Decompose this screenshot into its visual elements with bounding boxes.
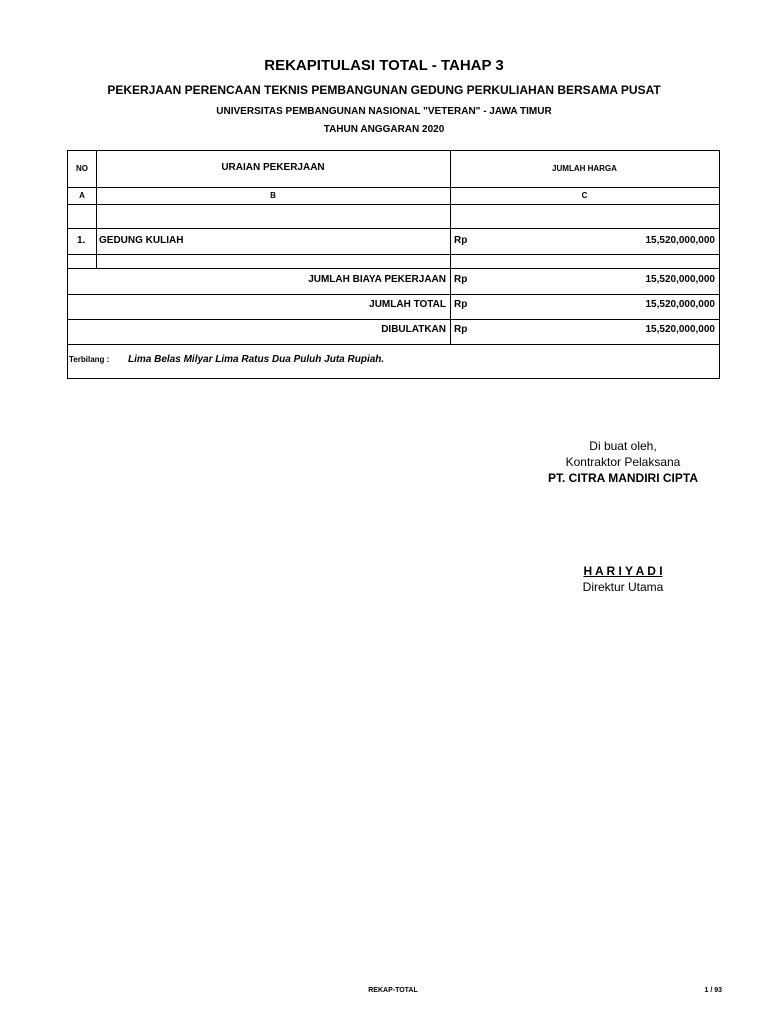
institution-name: UNIVERSITAS PEMBANGUNAN NASIONAL "VETERAN" - JAWA TIMUR bbox=[216, 106, 552, 117]
total-amount-biaya: 15,520,000,000 bbox=[645, 274, 715, 285]
total-amount-jumlah: 15,520,000,000 bbox=[645, 299, 715, 310]
header-jumlah-harga: JUMLAH HARGA bbox=[552, 164, 617, 173]
row-divider bbox=[68, 228, 719, 229]
company-name: PT. CITRA MANDIRI CIPTA bbox=[548, 471, 698, 485]
document-title: REKAPITULASI TOTAL - TAHAP 3 bbox=[264, 57, 504, 74]
row-divider bbox=[68, 268, 719, 269]
signatory-name: H A R I Y A D I bbox=[583, 564, 663, 578]
total-label-biaya: JUMLAH BIAYA PEKERJAAN bbox=[308, 274, 446, 285]
total-amount-dibulatkan: 15,520,000,000 bbox=[645, 324, 715, 335]
row-divider bbox=[68, 187, 719, 188]
total-currency-jumlah: Rp bbox=[454, 299, 468, 310]
total-label-dibulatkan: DIBULATKAN bbox=[381, 324, 446, 335]
code-a: A bbox=[79, 191, 85, 200]
item-currency: Rp bbox=[454, 235, 468, 246]
header-no: NO bbox=[76, 164, 88, 173]
row-divider bbox=[68, 254, 719, 255]
code-c: C bbox=[581, 191, 588, 200]
total-currency-biaya: Rp bbox=[454, 274, 468, 285]
header-uraian: URAIAN PEKERJAAN bbox=[221, 162, 325, 173]
contractor-role: Kontraktor Pelaksana bbox=[565, 455, 681, 469]
item-amount: 15,520,000,000 bbox=[645, 235, 715, 246]
row-divider bbox=[68, 204, 719, 205]
footer-page-number: 1 / 93 bbox=[704, 987, 722, 994]
item-uraian: GEDUNG KULIAH bbox=[99, 235, 184, 246]
project-title: PEKERJAAN PERENCAAN TEKNIS PEMBANGUNAN GEDUNG PERKULIAHAN BERSAMA PUSAT bbox=[107, 83, 661, 97]
column-divider bbox=[450, 151, 451, 344]
terbilang-text: Lima Belas Milyar Lima Ratus Dua Puluh Juta Rupiah. bbox=[128, 354, 385, 365]
row-divider bbox=[68, 294, 719, 295]
total-label-jumlah: JUMLAH TOTAL bbox=[369, 299, 446, 310]
terbilang-label: Terbilang : bbox=[69, 355, 110, 364]
made-by-label: Di buat oleh, bbox=[589, 439, 657, 453]
footer-sheet-name: REKAP-TOTAL bbox=[368, 987, 418, 994]
row-divider bbox=[68, 344, 719, 345]
total-currency-dibulatkan: Rp bbox=[454, 324, 468, 335]
fiscal-year: TAHUN ANGGARAN 2020 bbox=[323, 124, 445, 135]
code-b: B bbox=[270, 191, 276, 200]
item-no: 1. bbox=[77, 235, 86, 246]
row-divider bbox=[68, 319, 719, 320]
signatory-position: Direktur Utama bbox=[582, 580, 664, 594]
recap-table bbox=[67, 150, 720, 379]
